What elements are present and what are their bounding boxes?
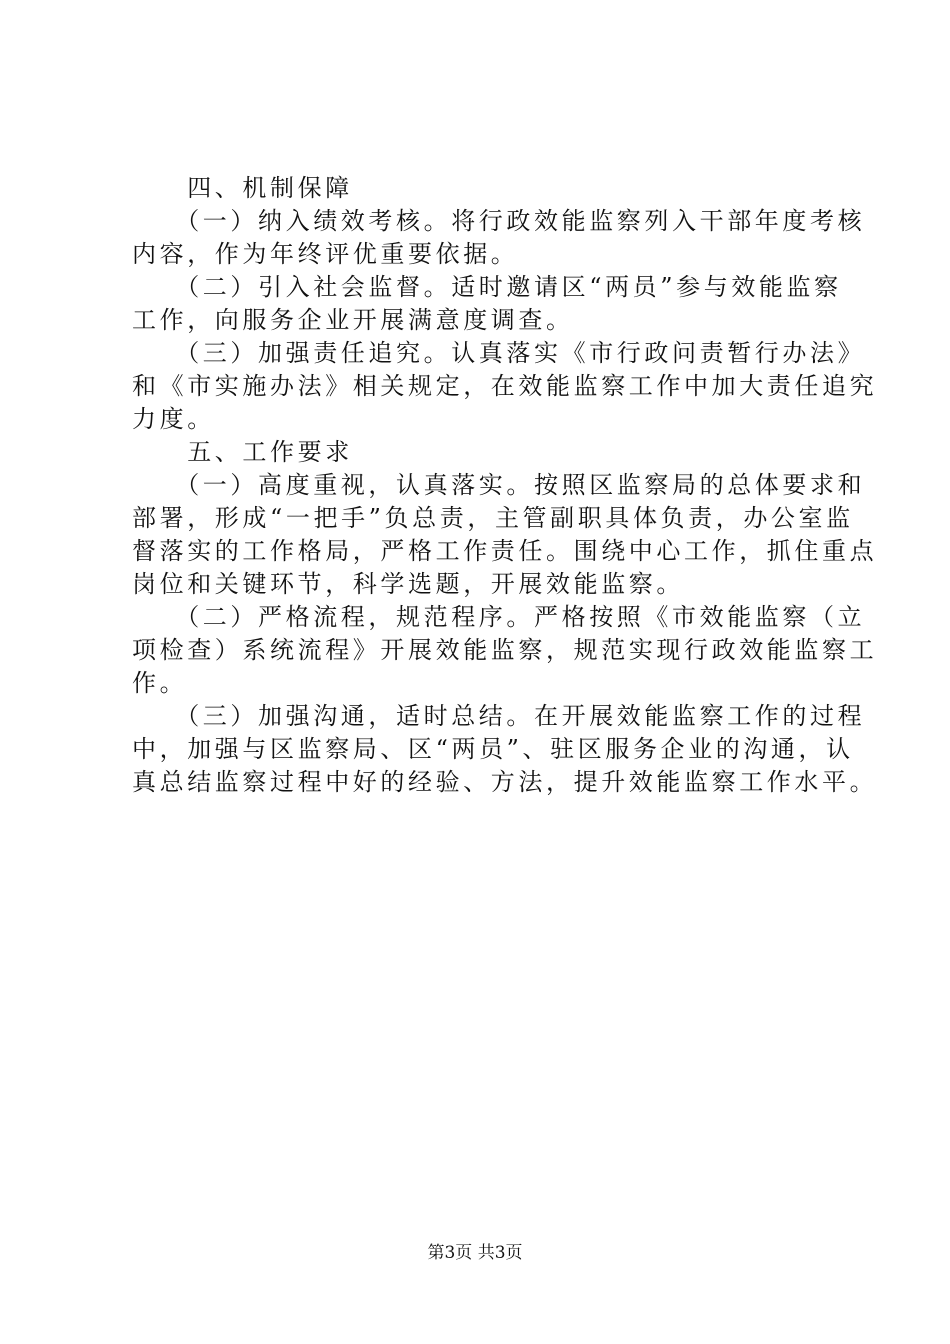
text-line: 部署，形成“一把手”负总责，主管副职具体负责，办公室监 bbox=[132, 504, 854, 532]
text-line: （二）引入社会监督。适时邀请区“两员”参与效能监察 bbox=[132, 273, 842, 301]
text-line: 督落实的工作格局，严格工作责任。围绕中心工作，抓住重点 bbox=[132, 537, 878, 565]
section-heading-4: 四、机制保障 bbox=[132, 174, 353, 202]
text-line: 作。 bbox=[132, 669, 188, 697]
page-number: 第3页 共3页 bbox=[427, 1243, 523, 1263]
text-line: 岗位和关键环节，科学选题，开展效能监察。 bbox=[132, 570, 684, 598]
text-line: （三）加强责任追究。认真落实《市行政问责暂行办法》 bbox=[132, 339, 866, 367]
text-line: （一）高度重视，认真落实。按照区监察局的总体要求和 bbox=[132, 471, 866, 499]
section-heading-5: 五、工作要求 bbox=[132, 438, 353, 466]
text-line: （一）纳入绩效考核。将行政效能监察列入干部年度考核 bbox=[132, 207, 866, 235]
text-line: 中，加强与区监察局、区“两员”、驻区服务企业的沟通，认 bbox=[132, 735, 854, 763]
text-line: 真总结监察过程中好的经验、方法，提升效能监察工作水平。 bbox=[132, 768, 878, 796]
text-line: 力度。 bbox=[132, 405, 215, 433]
text-line: 和《市实施办法》相关规定，在效能监察工作中加大责任追究 bbox=[132, 372, 878, 400]
text-line: 内容，作为年终评优重要依据。 bbox=[132, 240, 519, 268]
text-line: 工作，向服务企业开展满意度调查。 bbox=[132, 306, 574, 334]
text-line: 项检查）系统流程》开展效能监察，规范实现行政效能监察工 bbox=[132, 636, 878, 664]
text-line: （二）严格流程，规范程序。严格按照《市效能监察（立 bbox=[132, 603, 866, 631]
text-line: （三）加强沟通，适时总结。在开展效能监察工作的过程 bbox=[132, 702, 866, 730]
document-body bbox=[132, 172, 878, 799]
